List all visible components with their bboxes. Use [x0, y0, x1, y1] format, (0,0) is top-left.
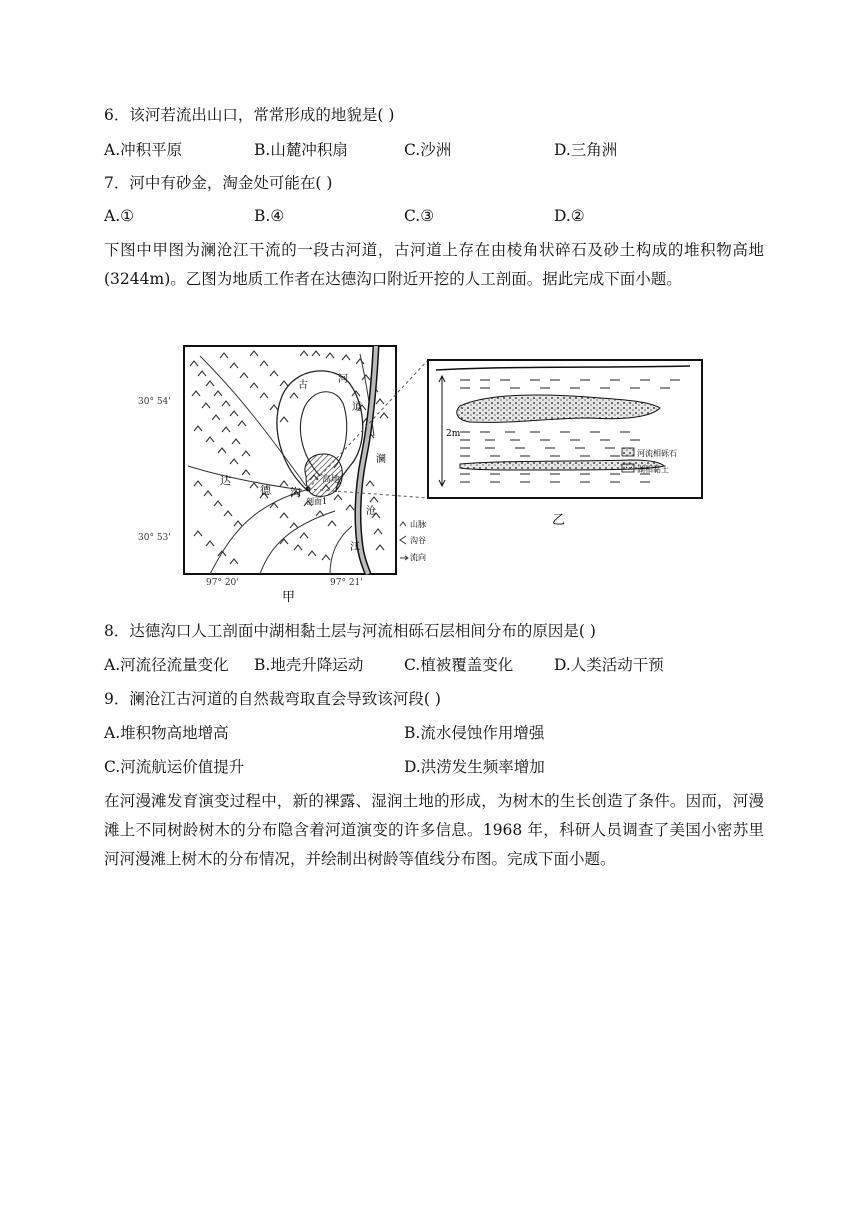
question-8-stem: 8．达德沟口人工剖面中湖相黏土层与河流相砾石层相间分布的原因是( ) [104, 622, 596, 640]
gully-char-1: 达 [220, 474, 231, 487]
lat-bottom-label: 30° 53' [138, 533, 171, 543]
question-9-options-row-1 [104, 722, 764, 744]
option-c: C.河流航运价值提升 [104, 758, 245, 776]
option-b: B.地壳升降运动 [254, 656, 364, 674]
option-b: B.流水侵蚀作用增强 [404, 724, 545, 742]
map-jia [138, 346, 426, 605]
option-a: A.河流径流量变化 [104, 656, 229, 674]
map-caption: 甲 [282, 590, 296, 605]
figure-svg [130, 336, 720, 606]
legend-flow: 流向 [410, 553, 426, 562]
scale-label: 2m [446, 429, 461, 439]
gully-char-3: 沟 [290, 486, 301, 499]
figure [130, 336, 720, 606]
question-7-stem: 7．河中有砂金，淘金处可能在( ) [104, 174, 333, 192]
option-b: B.④ [254, 207, 285, 225]
option-a: A.① [104, 207, 135, 225]
question-7-options [104, 205, 764, 227]
lat-top-label: 30° 54' [138, 397, 171, 407]
passage-1: 下图中甲图为澜沧江干流的一段古河道，古河道上存在由棱角状碎石及砂土构成的堆积物高地(3244m)。乙图为地质工作者在达德沟口附近开挖的人工剖面。据此完成下面小题。 [104, 241, 764, 288]
option-d: D.人类活动干预 [554, 656, 664, 674]
passage-2: 在河漫滩发育演变过程中，新的裸露、湿润土地的形成，为树木的生长创造了条件。因而，河漫滩上不同树龄树木的分布隐含着河道演变的许多信息。1968 年，科研人员调查了美国小密苏里河河漫滩上树木的分布情况，并绘制出树龄等值线分布图。完成下面小题。 [104, 792, 764, 868]
question-9-options-row-2 [104, 756, 764, 778]
legend-clay: 湖相黏土 [637, 465, 669, 474]
question-8-options [104, 654, 764, 676]
option-b: B.山麓冲积扇 [254, 141, 348, 159]
river-char-1: 澜 [376, 454, 386, 465]
option-a: A.冲积平原 [104, 141, 183, 159]
question-9-stem: 9．澜沧江古河道的自然裁弯取直会导致该河段( ) [104, 690, 441, 708]
option-d: D.洪涝发生频率增加 [404, 758, 545, 776]
river-char-3: 江 [350, 542, 360, 553]
question-6-options [104, 139, 764, 161]
question-6-stem: 6．该河若流出山口，常常形成的地貌是( ) [104, 106, 395, 124]
lon-left-label: 97° 20' [206, 578, 239, 588]
profile-label: 剖面1 [306, 497, 328, 506]
lon-right-label: 97° 21' [330, 578, 363, 588]
old-channel-char-3: 道 [352, 402, 362, 413]
option-c: C.沙洲 [404, 141, 452, 159]
option-a: A.堆积物高地增高 [104, 724, 229, 742]
map-legend [400, 519, 426, 562]
river-char-2: 沧 [366, 506, 376, 517]
option-c: C.植被覆盖变化 [404, 656, 514, 674]
highland-label: 高地 [322, 475, 341, 485]
gully-char-2: 德 [260, 484, 271, 497]
legend-mountain: 山脉 [410, 520, 426, 529]
profile-frame [428, 360, 702, 498]
old-channel-char-2: 河 [338, 374, 348, 385]
profile-caption: 乙 [552, 513, 566, 528]
option-d: D.② [554, 207, 585, 225]
option-c: C.③ [404, 207, 435, 225]
option-d: D.三角洲 [554, 141, 618, 159]
old-channel-char-1: 古 [298, 380, 308, 391]
profile-yi [428, 360, 702, 528]
legend-gravel: 河流相砾石 [637, 449, 677, 458]
legend-gully: 沟谷 [410, 536, 426, 545]
